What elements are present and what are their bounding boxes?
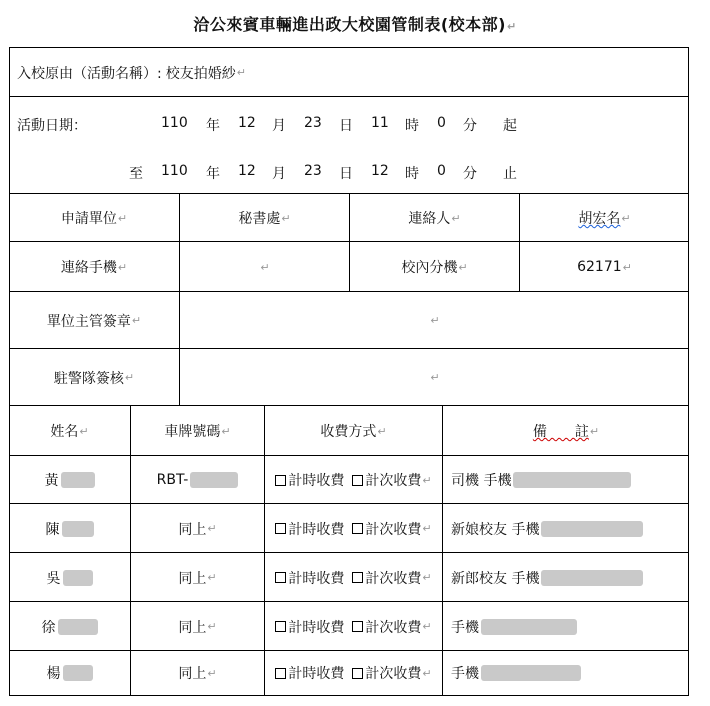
row-note: 司機 手機 <box>443 456 689 504</box>
per-entry-checkbox[interactable] <box>352 475 363 486</box>
contact-label: 連絡人 ↵ <box>350 194 520 242</box>
per-entry-checkbox[interactable] <box>352 668 363 679</box>
supervisor-row <box>9 291 689 349</box>
start-year: 110 <box>161 115 188 131</box>
row-note: 新郎校友 手機 <box>443 553 689 602</box>
vehicle-header-row <box>9 405 689 456</box>
start-day: 23 <box>304 115 322 131</box>
per-entry-checkbox[interactable] <box>352 523 363 534</box>
mobile-label: 連絡手機 ↵ <box>9 242 180 292</box>
start-minute: 0 <box>437 115 446 131</box>
row-fee: 計時收費 計次收費 ↵ <box>265 504 443 553</box>
table-row <box>9 601 689 651</box>
table-row <box>9 650 689 696</box>
start-hour: 11 <box>371 115 389 131</box>
hourly-checkbox[interactable] <box>275 572 286 583</box>
end-hour: 12 <box>371 163 389 179</box>
end-year: 110 <box>161 163 188 179</box>
row-plate: 同上 ↵ <box>131 553 265 602</box>
row-note: 新娘校友 手機 <box>443 504 689 553</box>
row-note: 手機 <box>443 602 689 651</box>
row-plate: RBT- <box>131 456 265 504</box>
header-plate: 車牌號碼 ↵ <box>131 406 265 456</box>
police-label: 駐警隊簽核 ↵ <box>9 349 180 406</box>
row-name: 陳 <box>9 504 131 553</box>
hourly-checkbox[interactable] <box>275 668 286 679</box>
supervisor-label: 單位主管簽章 ↵ <box>9 292 180 349</box>
contact-value: 胡宏名 ↵ <box>578 211 631 227</box>
table-row <box>9 503 689 553</box>
table-row <box>9 455 689 504</box>
page-title: 洽公來賓車輛進出政大校園管制表(校本部)↵ <box>193 15 517 34</box>
per-entry-checkbox[interactable] <box>352 572 363 583</box>
phone-row <box>9 241 689 292</box>
header-note: 備 註 ↵ <box>532 424 600 440</box>
reason-label: 入校原由（活動名稱）: <box>17 65 162 82</box>
supervisor-signature-field[interactable]: ↵ <box>430 314 440 327</box>
end-month: 12 <box>238 163 256 179</box>
end-prefix: 至 <box>129 166 143 182</box>
start-month: 12 <box>238 115 256 131</box>
row-fee: 計時收費 計次收費 ↵ <box>265 456 443 504</box>
row-name: 黃 <box>9 456 131 504</box>
end-day: 23 <box>304 163 322 179</box>
applicant-unit-label: 申請單位 ↵ <box>9 194 180 242</box>
police-signature-field[interactable]: ↵ <box>430 371 440 384</box>
mobile-value: ↵ <box>180 242 350 292</box>
hourly-checkbox[interactable] <box>275 523 286 534</box>
row-fee: 計時收費 計次收費 ↵ <box>265 602 443 651</box>
hourly-checkbox[interactable] <box>275 475 286 486</box>
end-suffix: 止 <box>503 166 517 182</box>
start-suffix: 起 <box>503 118 517 134</box>
police-row <box>9 348 689 406</box>
per-entry-checkbox[interactable] <box>352 621 363 632</box>
header-name: 姓名 ↵ <box>9 406 131 456</box>
reason-value: 校友拍婚紗 <box>165 65 236 82</box>
applicant-unit-value: 秘書處 ↵ <box>180 194 350 242</box>
row-name: 徐 <box>9 602 131 651</box>
date-start-line: 活動日期： 110 年 12 月 23 日 11 時 0 分 起 <box>17 115 517 134</box>
reason-row <box>9 47 689 97</box>
control-table <box>9 47 689 695</box>
row-note: 手機 <box>443 651 689 695</box>
date-end-line: 至 110 年 12 月 23 日 12 時 0 分 止 <box>129 163 517 182</box>
hourly-checkbox[interactable] <box>275 621 286 632</box>
ext-label: 校內分機 ↵ <box>350 242 520 292</box>
row-name: 楊 <box>9 651 131 695</box>
row-fee: 計時收費 計次收費 ↵ <box>265 553 443 602</box>
end-minute: 0 <box>437 163 446 179</box>
applicant-row <box>9 193 689 242</box>
row-fee: 計時收費 計次收費 ↵ <box>265 651 443 695</box>
table-row <box>9 552 689 602</box>
header-fee: 收費方式 ↵ <box>265 406 443 456</box>
ext-value: 62171 ↵ <box>577 259 632 275</box>
row-name: 吳 <box>9 553 131 602</box>
row-plate: 同上 ↵ <box>131 651 265 695</box>
date-label: 活動日期： <box>17 118 87 134</box>
row-plate: 同上 ↵ <box>131 602 265 651</box>
reason-cell: 入校原由（活動名稱）: 校友拍婚紗 ↵ <box>9 48 689 97</box>
date-row <box>9 96 689 194</box>
row-plate: 同上 ↵ <box>131 504 265 553</box>
